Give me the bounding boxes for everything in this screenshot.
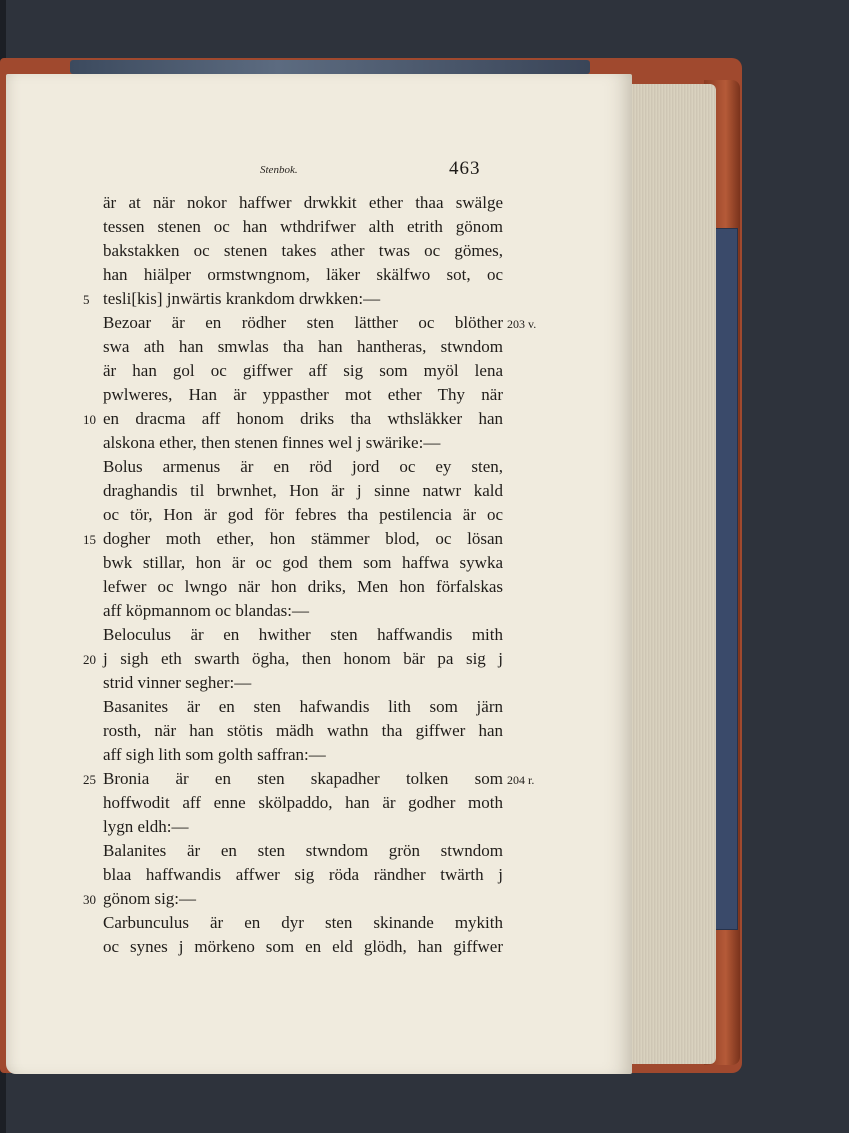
text-line: pwlweres, Han är yppasther mot ether Thy när <box>103 385 503 404</box>
page-number: 463 <box>449 158 481 179</box>
text-line: bakstakken oc stenen takes ather twas oc gömes, <box>103 241 503 260</box>
line-number: 30 <box>83 892 96 907</box>
text-line: blaa haffwandis affwer sig röda rändher twärth j <box>103 865 503 884</box>
line-number: 10 <box>83 412 96 427</box>
text-line: swa ath han smwlas tha han hantheras, stwndom <box>103 337 503 356</box>
running-head: Stenbok. <box>260 164 298 176</box>
text-line: Bolus armenus är en röd jord oc ey sten, <box>103 457 503 476</box>
text-line: en dracma aff honom driks tha wthsläkker han <box>103 409 503 428</box>
line-number: 25 <box>83 772 96 787</box>
text-line: dogher moth ether, hon stämmer blod, oc lösan <box>103 529 503 548</box>
text-line: oc tör, Hon är god för febres tha pestilencia är oc <box>103 505 503 524</box>
text-line: j sigh eth swarth ögha, then honom bär pa sig j <box>103 649 503 668</box>
text-line: rosth, när han stötis mädh wathn tha giffwer han <box>103 721 503 740</box>
text-line: aff köpmannom oc blandas:— <box>103 601 310 620</box>
text-line: lefwer oc lwngo när hon driks, Men hon förfalskas <box>103 577 503 596</box>
line-number: 20 <box>83 652 96 667</box>
margin-folio-note: 203 v. <box>507 317 537 331</box>
text-line: draghandis til brwnhet, Hon är j sinne natwr kald <box>103 481 503 500</box>
text-line: är at när nokor haffwer drwkkit ether thaa swälge <box>103 193 503 212</box>
book-headband <box>70 60 590 74</box>
text-line: tesli[kis] jnwärtis krankdom drwkken:— <box>103 289 381 308</box>
text-line: är han gol oc giffwer aff sig som myöl lena <box>103 361 503 380</box>
text-line: tessen stenen oc han wthdrifwer alth etrith gönom <box>103 217 503 236</box>
book-cover-panel <box>714 228 738 930</box>
text-line: han hiälper ormstwngnom, läker skälfwo sot, oc <box>103 265 503 284</box>
text-line: oc synes j mörkeno som en eld glödh, han giffwer <box>103 937 503 956</box>
text-line: alskona ether, then stenen finnes wel j swärike:— <box>103 433 441 452</box>
text-line: Bezoar är en rödher sten lätther oc blöther <box>103 313 503 332</box>
text-line: gönom sig:— <box>103 889 197 908</box>
text-line: Basanites är en sten hafwandis lith som järn <box>103 697 503 716</box>
text-line: Bronia är en sten skapadher tolken som <box>103 769 503 788</box>
text-line: Beloculus är en hwither sten haffwandis mith <box>103 625 503 644</box>
text-line: Balanites är en sten stwndom grön stwndom <box>103 841 503 860</box>
text-line: hoffwodit aff enne skölpaddo, han är godher moth <box>103 793 503 812</box>
text-line: aff sigh lith som golth saffran:— <box>103 745 326 764</box>
text-line: strid vinner segher:— <box>103 673 252 692</box>
page-edges <box>624 84 716 1064</box>
text-line: bwk stillar, hon är oc god them som haffwa sywka <box>103 553 503 572</box>
text-line: Carbunculus är en dyr sten skinande mykith <box>103 913 503 932</box>
line-number: 15 <box>83 532 96 547</box>
line-number: 5 <box>83 292 90 307</box>
text-line: lygn eldh:— <box>103 817 189 836</box>
margin-folio-note: 204 r. <box>507 773 535 787</box>
